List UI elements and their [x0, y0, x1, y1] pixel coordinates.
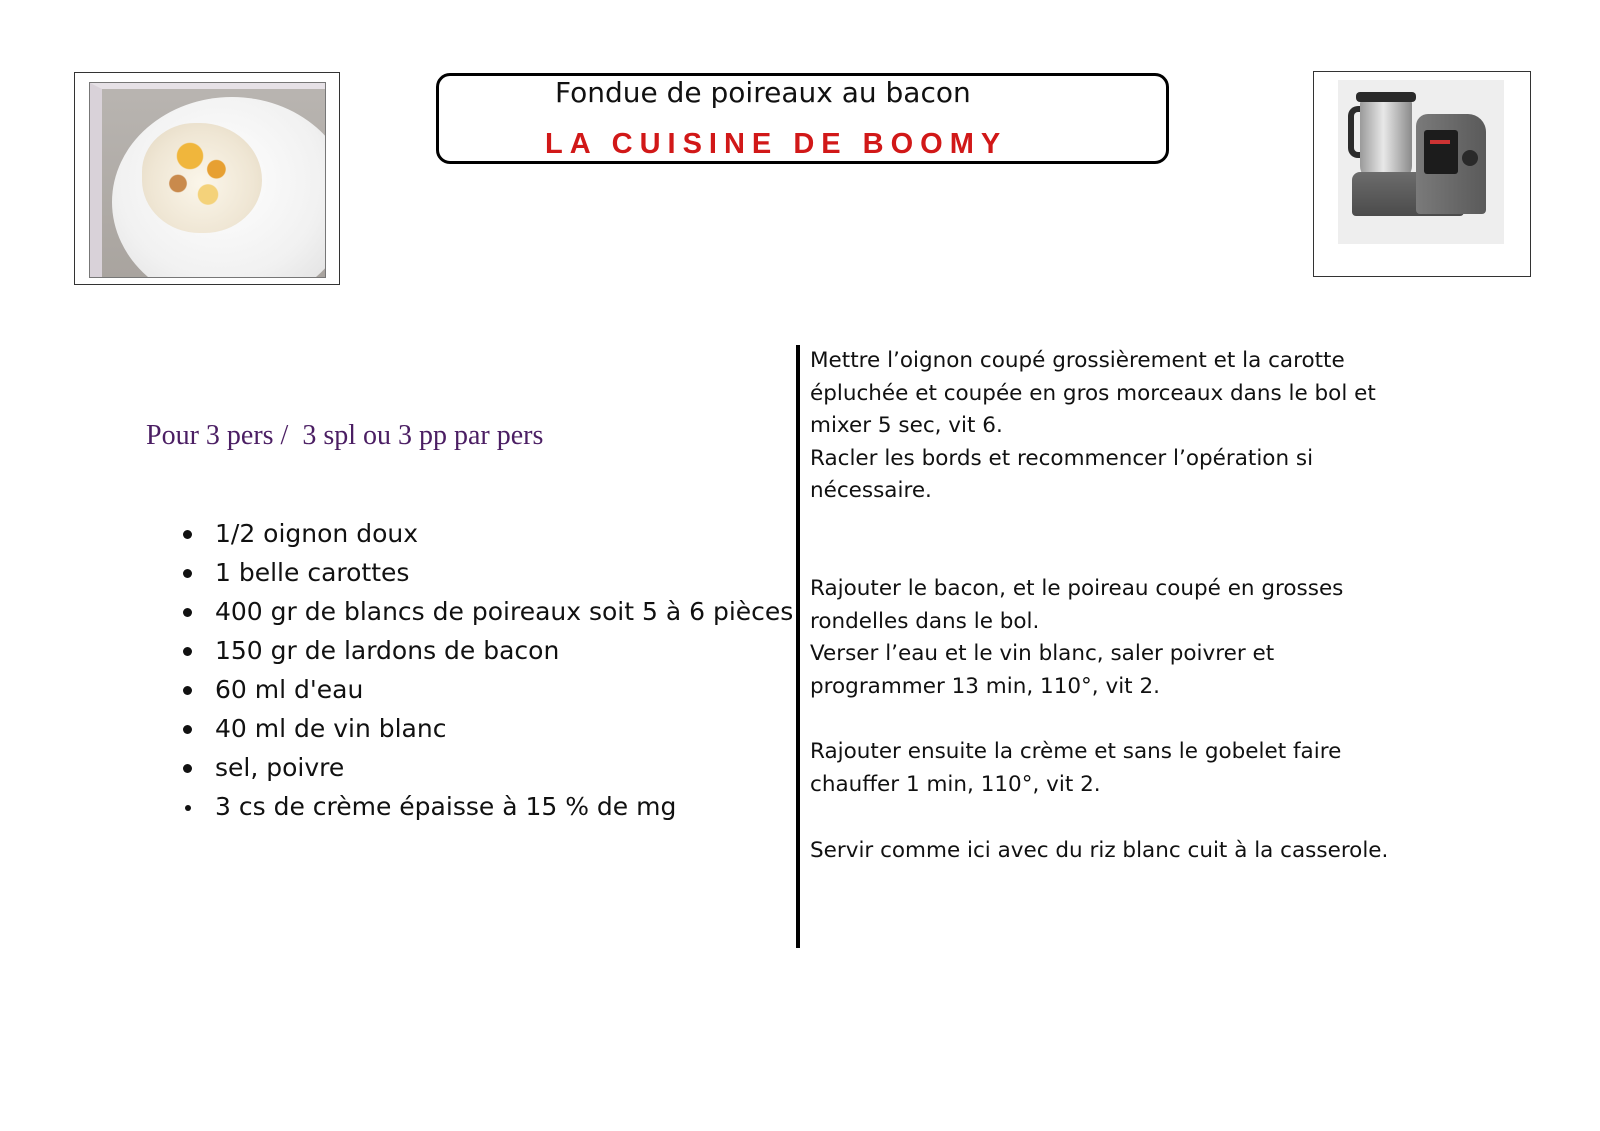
title-box: [436, 73, 1169, 164]
column-divider: [796, 345, 800, 948]
ingredient-item: [180, 592, 793, 631]
bullet-icon: [183, 764, 192, 773]
recipe-title: Fondue de poireaux au bacon: [555, 76, 971, 109]
ingredient-item: [180, 553, 793, 592]
ingredient-text: 40 ml de vin blanc: [215, 714, 447, 743]
leek-fondue-image: [142, 123, 262, 233]
servings-info: Pour 3 pers / 3 spl ou 3 pp par pers: [146, 420, 544, 451]
dish-photo-frame: [74, 72, 340, 285]
ingredient-item: [180, 670, 793, 709]
ingredient-item: [180, 631, 793, 670]
bullet-icon: [183, 686, 192, 695]
instruction-step: Mettre l’oignon coupé grossièrement et la carotte épluchée et coupée en gros morceaux dans le bol et mixer 5 sec, vit 6. Racler les bords et recommencer l’opération si nécessaire.: [810, 348, 1376, 504]
bullet-icon: [183, 530, 192, 539]
instruction-step: Rajouter ensuite la crème et sans le gobelet faire chauffer 1 min, 110°, vit 2.: [810, 739, 1342, 797]
bullet-icon: [185, 805, 191, 811]
kitchen-robot-image: [1338, 80, 1504, 244]
ingredient-text: 1/2 oignon doux: [215, 519, 419, 548]
bullet-icon: [183, 647, 192, 656]
ingredient-item: [180, 514, 793, 553]
ingredient-text: 3 cs de crème épaisse à 15 % de mg: [215, 792, 677, 821]
robot-photo-frame: [1313, 71, 1531, 277]
robot-knob: [1462, 150, 1478, 166]
instruction-step: Rajouter le bacon, et le poireau coupé en grosses rondelles dans le bol. Verser l’eau et le vin blanc, saler poivrer et programmer 13 min, 110°, vit 2.: [810, 575, 1344, 699]
robot-bowl: [1360, 98, 1412, 180]
bullet-icon: [183, 608, 192, 617]
dish-photo: [89, 82, 326, 278]
ingredient-text: 60 ml d'eau: [215, 675, 364, 704]
blog-name: LA CUISINE DE BOOMY: [545, 128, 1008, 160]
ingredient-list: [180, 514, 793, 826]
bullet-icon: [183, 569, 192, 578]
instructions: [810, 345, 1410, 867]
robot-lid: [1356, 92, 1416, 102]
bullet-icon: [183, 725, 192, 734]
ingredient-text: 1 belle carottes: [215, 558, 410, 587]
ingredient-text: 400 gr de blancs de poireaux soit 5 à 6 pièces: [215, 597, 794, 626]
ingredient-text: 150 gr de lardons de bacon: [215, 636, 560, 665]
robot-screen: [1424, 130, 1458, 174]
instruction-step: Servir comme ici avec du riz blanc cuit à la casserole.: [810, 837, 1389, 863]
ingredient-text: sel, poivre: [215, 753, 345, 782]
ingredient-item: [180, 709, 793, 748]
ingredient-item: [180, 787, 793, 826]
ingredient-item: [180, 748, 793, 787]
